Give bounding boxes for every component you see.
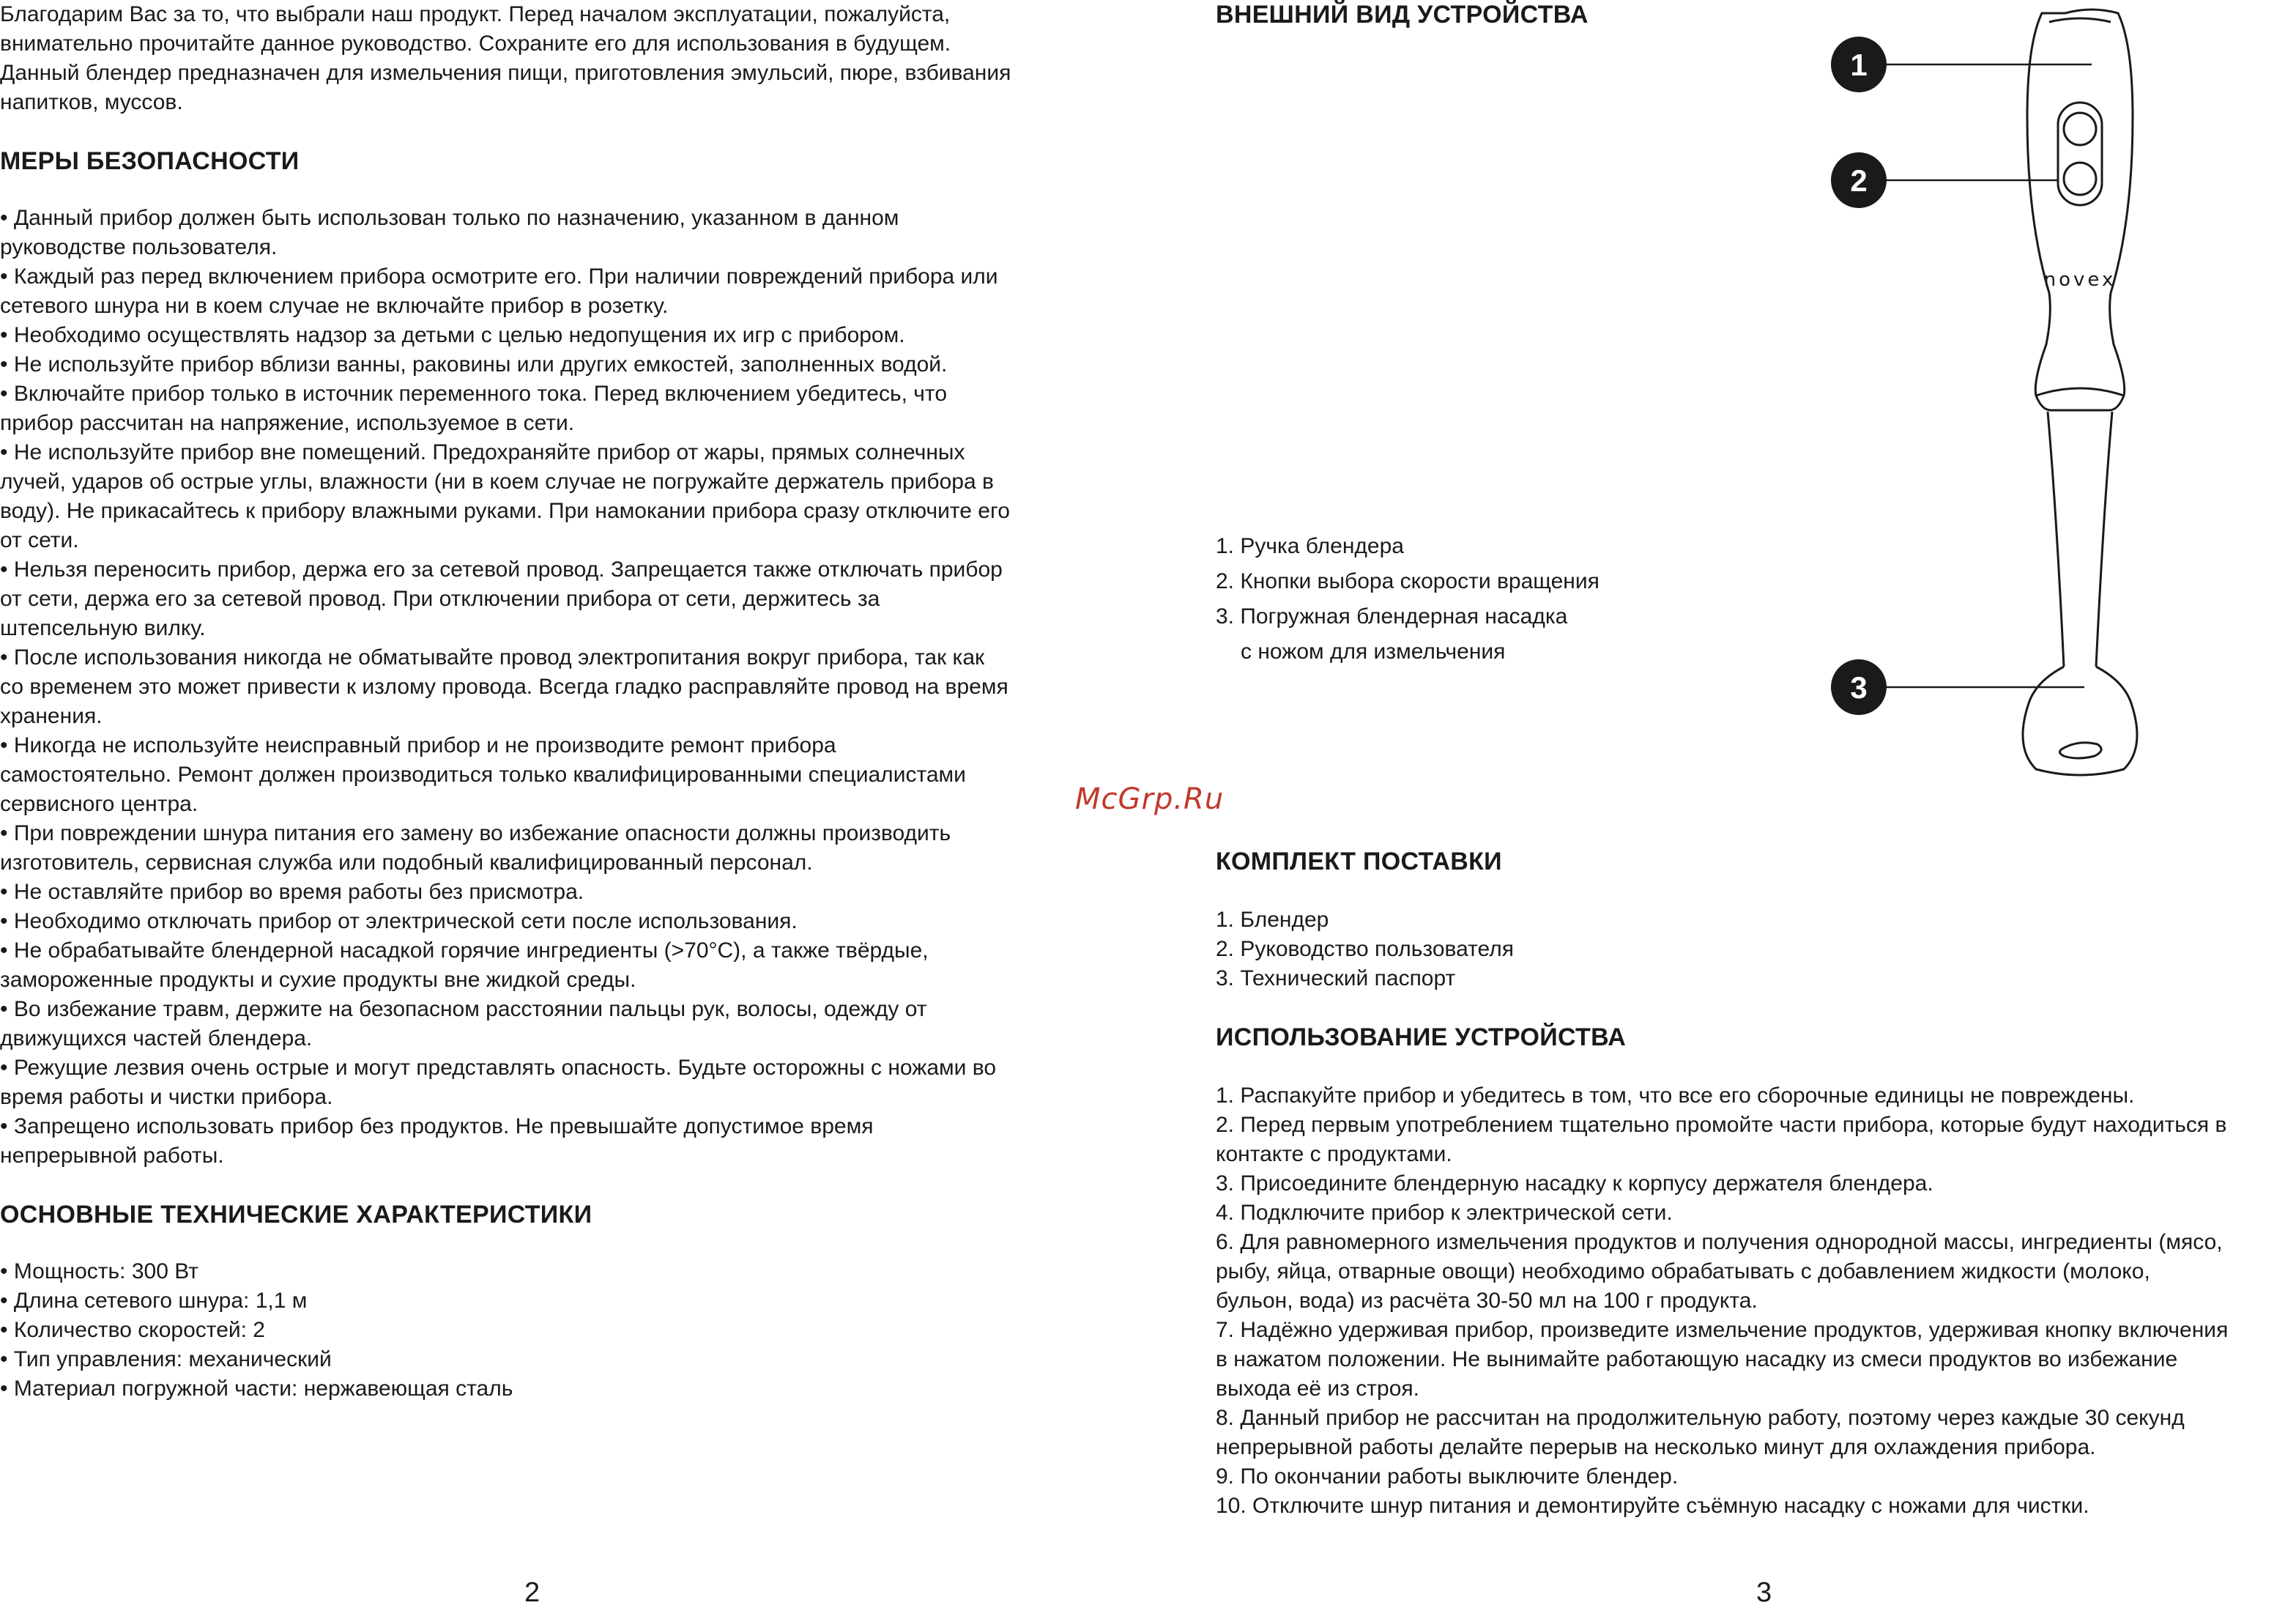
specs-heading: ОСНОВНЫЕ ТЕХНИЧЕСКИЕ ХАРАКТЕРИСТИКИ xyxy=(0,1201,592,1229)
callout-badge-2 xyxy=(1831,152,1887,208)
usage-item: 2. Перед первым употреблением тщательно промойте части прибора, которые будут находиться в контакте с продуктами. xyxy=(1216,1113,2227,1166)
blender-illustration xyxy=(1816,0,2226,791)
usage-item: 9. По окончании работы выключите блендер. xyxy=(1216,1464,1679,1489)
svg-text:3: 3 xyxy=(1850,670,1868,705)
svg-text:2: 2 xyxy=(1850,163,1868,198)
callout-badge-3 xyxy=(1831,659,1887,715)
part-item: 1. Ручка блендера xyxy=(1216,534,1404,558)
safety-item: • Не обрабатывайте блендерной насадкой горячие ингредиенты (>70°С), а также твёрдые, замороженные продукты и сухие продукты вне жидкой среды. xyxy=(0,938,929,992)
usage-item: 3. Присоедините блендерную насадку к корпусу держателя блендера. xyxy=(1216,1171,1933,1196)
package-item: 3. Технический паспорт xyxy=(1216,966,1456,990)
safety-item: • Запрещено использовать прибор без продуктов. Не превышайте допустимое время непрерывной работы. xyxy=(0,1114,874,1168)
safety-item: • Во избежание травм, держите на безопасном расстоянии пальцы рук, волосы, одежду от движущихся частей блендера. xyxy=(0,997,927,1051)
spec-item: • Материал погружной части: нержавеющая сталь xyxy=(0,1377,513,1401)
spec-item: • Количество скоростей: 2 xyxy=(0,1318,265,1342)
left-page xyxy=(0,0,1091,1404)
safety-item: • Нельзя переносить прибор, держа его за сетевой провод. Запрещается также отключать прибор от сети, держа его за сетевой провод. При отключении прибора от сети, держитесь за штепсельную вилку. xyxy=(0,557,1003,640)
spec-item: • Мощность: 300 Вт xyxy=(0,1259,198,1283)
safety-item: • При повреждении шнура питания его замену во избежание опасности должны производить изготовитель, сервисная служба или подобный квалифицированный персонал. xyxy=(0,821,951,875)
safety-item: • Необходимо осуществлять надзор за детьми с целью недопущения их игр с прибором. xyxy=(0,323,905,347)
page-number-left: 2 xyxy=(524,1577,540,1608)
intro-text: Благодарим Вас за то, что выбрали наш продукт. Перед началом эксплуатации, пожалуйста, внимательно прочитайте данное руководство. Сохраните его для использования в будущем. Данный блендер предназначен для измельчения пищи, приготовления эмульсий, пюре, взбивания напитков, муссов. xyxy=(0,2,1011,114)
package-list xyxy=(1216,905,2296,993)
safety-item: • Не используйте прибор вблизи ванны, раковины или других емкостей, заполненных водой. xyxy=(0,352,948,377)
spec-item: • Тип управления: механический xyxy=(0,1347,332,1371)
safety-list xyxy=(0,204,1091,1171)
part-item-continuation: с ножом для измельчения xyxy=(1241,640,1506,664)
safety-heading: МЕРЫ БЕЗОПАСНОСТИ xyxy=(0,147,300,175)
safety-item: • Режущие лезвия очень острые и могут представлять опасность. Будьте осторожны с ножами во время работы и чистки прибора. xyxy=(0,1056,997,1109)
usage-item: 7. Надёжно удерживая прибор, произведите измельчение продуктов, удерживая кнопку включения в нажатом положении. Не вынимайте работающую насадку из смеси продуктов во избежание выхода её из строя. xyxy=(1216,1318,2229,1401)
right-lower-section xyxy=(1216,847,2296,1521)
usage-item: 8. Данный прибор не рассчитан на продолжительную работу, поэтому через каждые 30 секунд непрерывной работы делайте перерыв на несколько минут для охлаждения прибора. xyxy=(1216,1406,2185,1459)
package-item: 1. Блендер xyxy=(1216,908,1329,932)
safety-item: • Не используйте прибор вне помещений. Предохраняйте прибор от жары, прямых солнечных лучей, ударов об острые углы, влажности (ни в коем случае не погружайте держатель прибора в воду). Не прикасайтесь к прибору влажными руками. При намокании прибора сразу отключите его от сети. xyxy=(0,440,1010,552)
parts-list xyxy=(1216,529,1728,670)
package-heading: КОМПЛЕКТ ПОСТАВКИ xyxy=(1216,848,1502,875)
package-item: 2. Руководство пользователя xyxy=(1216,937,1514,961)
watermark: McGrp.Ru xyxy=(1075,782,1225,816)
svg-text:1: 1 xyxy=(1850,48,1868,82)
usage-item: 10. Отключите шнур питания и демонтируйте съёмную насадку с ножами для чистки. xyxy=(1216,1494,2089,1518)
safety-item: • Данный прибор должен быть использован только по назначению, указанном в данном руководстве пользователя. xyxy=(0,206,899,259)
safety-item: • Не оставляйте прибор во время работы без присмотра. xyxy=(0,880,584,904)
blender-outline-icon xyxy=(2023,10,2137,775)
part-item: 2. Кнопки выбора скорости вращения xyxy=(1216,569,1600,593)
brand-logo: novex xyxy=(2043,269,2117,291)
page-number-right: 3 xyxy=(1756,1577,1772,1608)
safety-item: • После использования никогда не обматывайте провод электропитания вокруг прибора, так как со временем это может привести к излому провода. Всегда гладко расправляйте провод на время хранения. xyxy=(0,645,1008,728)
usage-item: 1. Распакуйте прибор и убедитесь в том, что все его сборочные единицы не повреждены. xyxy=(1216,1083,2135,1108)
safety-item: • Включайте прибор только в источник переменного тока. Перед включением убедитесь, что прибор рассчитан на напряжение, используемое в сети. xyxy=(0,382,948,435)
usage-item: 6. Для равномерного измельчения продуктов и получения однородной массы, ингредиенты (мясо, рыбу, яйца, отварные овощи) необходимо обрабатывать с добавлением жидкости (молоко, бульон, вода) из расчёта 30-50 мл на 100 г продукта. xyxy=(1216,1230,2223,1313)
appearance-heading: ВНЕШНИЙ ВИД УСТРОЙСТВА xyxy=(1216,1,1589,29)
part-item: 3. Погружная блендерная насадка xyxy=(1216,604,1568,629)
usage-item: 4. Подключите прибор к электрической сети. xyxy=(1216,1201,1673,1225)
specs-list xyxy=(0,1257,1091,1404)
usage-heading: ИСПОЛЬЗОВАНИЕ УСТРОЙСТВА xyxy=(1216,1023,1627,1051)
spec-item: • Длина сетевого шнура: 1,1 м xyxy=(0,1289,308,1313)
safety-item: • Каждый раз перед включением прибора осмотрите его. При наличии повреждений прибора или сетевого шнура ни в коем случае не включайте прибор в розетку. xyxy=(0,264,998,318)
safety-item: • Необходимо отключать прибор от электрической сети после использования. xyxy=(0,909,798,933)
callout-badge-1 xyxy=(1831,37,1887,92)
safety-item: • Никогда не используйте неисправный прибор и не производите ремонт прибора самостоятельно. Ремонт должен производиться только квалифицированными специалистами сервисного центра. xyxy=(0,733,966,816)
usage-list xyxy=(1216,1081,2296,1521)
